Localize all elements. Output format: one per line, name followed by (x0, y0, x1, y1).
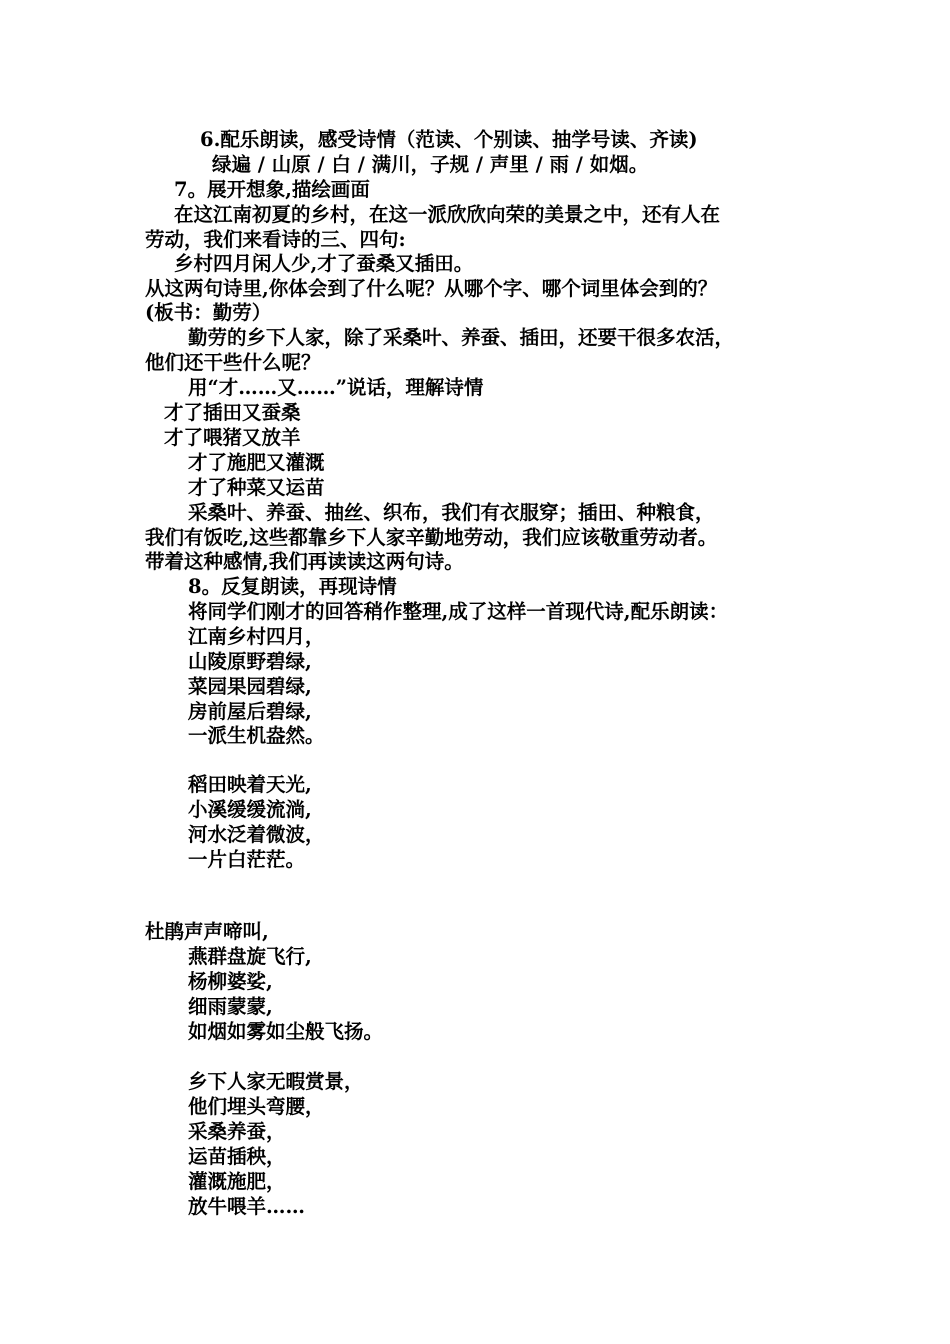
modern-poem-line: 山陵原野碧绿, (188, 650, 312, 673)
modern-poem-line: 燕群盘旋飞行, (188, 945, 312, 968)
modern-poem-line: 一片白茫茫。 (188, 848, 306, 871)
sample-sentence: 才了种菜又运苗 (188, 476, 325, 499)
modern-poem-line: 房前屋后碧绿, (188, 700, 312, 723)
modern-poem-line: 细雨蒙蒙, (188, 995, 273, 1018)
modern-poem-line: 他们埋头弯腰， (188, 1095, 325, 1118)
question-line: 从这两句诗里,你体会到了什么呢？从哪个字、哪个词里体会到的？ (145, 277, 718, 300)
modern-poem-line: 采桑养蚕， (188, 1120, 286, 1143)
modern-poem-line: 灌溉施肥， (188, 1170, 286, 1193)
modern-poem-line: 江南乡村四月， (188, 625, 325, 648)
sample-sentence: 才了施肥又灌溉 (188, 451, 325, 474)
modern-poem-line: 稻田映着天光, (188, 773, 312, 796)
instruction-line: 用“才……又……”说话，理解诗情 (188, 376, 484, 399)
paragraph-line: 劳动，我们来看诗的三、四句: (145, 228, 406, 251)
paragraph-line: 带着这种感情,我们再读读这两句诗。 (145, 550, 464, 573)
modern-poem-line: 乡下人家无暇赏景， (188, 1070, 364, 1093)
sample-sentence: 才了插田又蚕桑 (164, 401, 301, 424)
modern-poem-line: 河水泛着微波， (188, 823, 325, 846)
modern-poem-line: 一派生机盎然。 (188, 724, 325, 747)
poem-quote-line: 乡村四月闲人少,才了蚕桑又插田。 (174, 252, 474, 275)
paragraph-line: 将同学们刚才的回答稍作整理,成了这样一首现代诗,配乐朗读： (188, 600, 729, 623)
step-8-heading: 8。反复朗读，再现诗情 (188, 575, 397, 598)
step-6-heading: 6.配乐朗读，感受诗情（范读、个别读、抽学号读、齐读) (200, 128, 698, 151)
modern-poem-line: 如烟如雾如尘般飞扬。 (188, 1020, 384, 1043)
modern-poem-line: 小溪缓缓流淌, (188, 798, 312, 821)
modern-poem-line: 杜鹃声声啼叫, (145, 920, 269, 943)
blackboard-note: (板书：勤劳） (145, 301, 272, 324)
sample-sentence: 才了喂猪又放羊 (164, 426, 301, 449)
paragraph-line: 采桑叶、养蚕、抽丝、织布，我们有衣服穿；插田、种粮食， (188, 501, 715, 524)
modern-poem-line: 杨柳婆娑, (188, 970, 273, 993)
poem-rhythm-line: 绿遍 / 山原 / 白 / 满川，子规 / 声里 / 雨 / 如烟。 (212, 153, 649, 176)
modern-poem-line: 菜园果园碧绿, (188, 675, 312, 698)
modern-poem-line: 放牛喂羊…… (188, 1195, 306, 1218)
paragraph-line: 勤劳的乡下人家，除了采桑叶、养蚕、插田，还要干很多农活， (188, 326, 735, 349)
paragraph-line: 我们有饭吃,这些都靠乡下人家辛勤地劳动，我们应该敬重劳动者。 (145, 526, 718, 549)
paragraph-line: 在这江南初夏的乡村，在这一派欣欣向荣的美景之中，还有人在 (174, 203, 721, 226)
paragraph-line: 他们还干些什么呢？ (145, 351, 321, 374)
modern-poem-line: 运苗插秧， (188, 1145, 286, 1168)
step-7-heading: 7。展开想象,描绘画面 (174, 178, 370, 201)
